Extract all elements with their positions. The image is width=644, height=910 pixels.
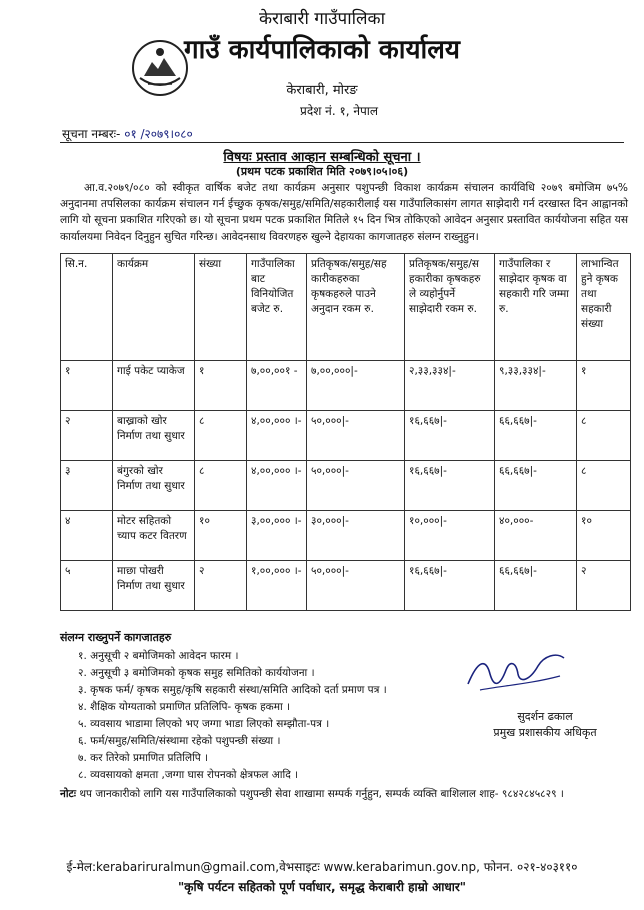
table-row <box>61 361 631 411</box>
list-item: ६. फर्म/समुह/समिति/संस्थामा रहेको पशुपन्छी संख्या । <box>78 735 281 747</box>
table-row <box>61 561 631 611</box>
cell-serial: ३ <box>61 461 113 511</box>
cell-count: १० <box>195 511 247 561</box>
cell-share: १०,०००|- <box>405 511 495 561</box>
list-item: ४. शैक्षिक योग्यताको प्रमाणित प्रतिलिपि- कृषक हकमा । <box>78 701 291 713</box>
cell-total: ६६,६६७|- <box>495 461 577 511</box>
cell-serial: १ <box>61 361 113 411</box>
cell-total: ६६,६६७|- <box>495 411 577 461</box>
office-name: गाउँ कार्यपालिकाको कार्यालय <box>184 35 460 65</box>
reference-line <box>62 125 193 142</box>
signatory-block <box>480 709 610 741</box>
cell-beneficiaries: ८ <box>577 461 631 511</box>
province-line: प्रदेश नं. १, नेपाल <box>300 104 379 118</box>
list-item: ३. कृषक फर्म/ कृषक समुह/कृषि सहकारी संस्था/समिति आदिको दर्ता प्रमाण पत्र । <box>78 684 387 696</box>
signatory-title: प्रमुख प्रशासकीय अधिकृत <box>493 726 597 739</box>
cell-program: गाई पकेट प्याकेज <box>113 361 195 411</box>
cell-program: बंगुरको खोर निर्माण तथा सुधार <box>113 461 195 511</box>
cell-grant: ५०,०००|- <box>307 411 405 461</box>
cell-budget: १,००,००० ।- <box>247 561 307 611</box>
cell-program: बाख्राको खोर निर्माण तथा सुधार <box>113 411 195 461</box>
cell-beneficiaries: १० <box>577 511 631 561</box>
header-program: कार्यक्रम <box>113 254 195 361</box>
cell-serial: ५ <box>61 561 113 611</box>
table-row <box>61 461 631 511</box>
cell-budget: ७,००,००१ - <box>247 361 307 411</box>
table-row <box>61 511 631 561</box>
subject-text: विषयः प्रस्ताव आव्हान सम्बन्धिको सूचना । <box>223 150 421 165</box>
cell-budget: ४,००,००० ।- <box>247 411 307 461</box>
cell-grant: ३०,०००|- <box>307 511 405 561</box>
list-item: ५. व्यवसाय भाडामा लिएको भए जग्गा भाडा लिएको सम्झौता-पत्र । <box>78 718 330 730</box>
cell-count: ८ <box>195 461 247 511</box>
signatory-name: सुदर्शन ढकाल <box>517 710 573 723</box>
cell-share: १६,६६७|- <box>405 461 495 511</box>
cell-total: ४०,०००- <box>495 511 577 561</box>
office-address: केराबारी, मोरङ <box>286 83 358 98</box>
notice-body <box>60 180 628 245</box>
reference-number: ०१ /२०७९।०८० <box>124 127 193 141</box>
list-item: ७. कर तिरेको प्रमाणित प्रतिलिपि । <box>78 752 209 764</box>
cell-serial: ४ <box>61 511 113 561</box>
list-item: २. अनुसूची ३ बमोजिमको कृषक समुह समितिको कार्ययोजना । <box>78 667 315 679</box>
cell-grant: ५०,०००|- <box>307 561 405 611</box>
cell-budget: ४,००,००० ।- <box>247 461 307 511</box>
cell-grant: ५०,०००|- <box>307 461 405 511</box>
note-label: नोटः <box>60 788 76 800</box>
footer-slogan: "कृषि पर्यटन सहितको पूर्ण पर्वाधार, समृद्ध केराबारी हाम्रो आधार" <box>178 880 466 894</box>
cell-total: ९,३३,३३४|- <box>495 361 577 411</box>
header-count: संख्या <box>195 254 247 361</box>
header-share: प्रतिकृषक/समुह/स हकारीका कृषकहरु ले व्यहोर्नुपर्ने साझेदारी रकम रु. <box>405 254 495 361</box>
cell-count: ८ <box>195 411 247 461</box>
cell-beneficiaries: ८ <box>577 411 631 461</box>
cell-budget: ३,००,००० ।- <box>247 511 307 561</box>
cell-serial: २ <box>61 411 113 461</box>
cell-count: १ <box>195 361 247 411</box>
attachments-title: संलग्न राख्नुपर्ने कागजातहरु <box>60 631 172 644</box>
cell-grant: ७,००,०००|- <box>307 361 405 411</box>
reference-label: सूचना नम्बरः- <box>62 127 121 141</box>
cell-share: १६,६६७|- <box>405 561 495 611</box>
cell-share: २,३३,३३४|- <box>405 361 495 411</box>
attachments-list <box>78 648 387 784</box>
cell-share: १६,६६७|- <box>405 411 495 461</box>
table-row <box>61 411 631 461</box>
notice-subject <box>0 147 644 165</box>
note-text: थप जानकारीको लागि यस गाउँपालिकाको पशुपन्छी सेवा शाखामा सम्पर्क गर्नुहुन, सम्पर्क व्यक्ति बाशिलाल शाह- ९८४२८४५८२९ । <box>79 788 564 800</box>
cell-beneficiaries: १ <box>577 361 631 411</box>
table-header-row <box>61 254 631 361</box>
header-serial: सि.न. <box>61 254 113 361</box>
header-budget: गाउँपालिका बाट विनियोजित बजेट रु. <box>247 254 307 361</box>
publication-date: (प्रथम पटक प्रकाशित मिति २०७९।०५।०६) <box>235 165 409 178</box>
municipality-name: केराबारी गाउँपालिका <box>258 9 386 29</box>
signature-icon <box>460 640 570 700</box>
cell-program: माछा पोखरी निर्माण तथा सुधार <box>113 561 195 611</box>
program-table <box>60 253 631 611</box>
cell-beneficiaries: २ <box>577 561 631 611</box>
header-grant: प्रतिकृषक/समुह/सह कारीकहरुका कृषकहरुले पाउने अनुदान रकम रु. <box>307 254 405 361</box>
header-beneficiaries: लाभान्वित हुने कृषक तथा सहकारी संख्या <box>577 254 631 361</box>
notice-body-text: आ.व.२०७९/०८० को स्वीकृत वार्षिक बजेट तथा कार्यक्रम अनुसार पशुपन्छी विकाश कार्यक्रम संचालन कार्यविधि २०७९ बमोजिम ७५% अनुदानमा तपसिलका कार्यक्रम संचालन गर्न ईच्छुक कृषक/समुह/समिति/सहकारीलाई यस गाउँपालिकासंग लागत साझेदारी गर्न दरखास्त दिन आह्वानको लागि यो सूचना प्रकाशित गरिएको छ। यो सूचना प्रथम पटक प्रकाशित मितिले १५ दिन भित्र तोकिएको आवेदन अनुसार प्रस्तावित कार्ययोजना सहित यस कार्यालयमा निवेदन दिनुहुन सुचित गरिन्छ। आवेदनसाथ विवरणहरु खुल्ने देहायका कागजातहरु संलग्न राख्नुहुन। <box>60 182 628 243</box>
header-total: गाउँपालिका र साझेदार कृषक वा सहकारी गरि जम्मा रु. <box>495 254 577 361</box>
cell-total: ६६,६६७|- <box>495 561 577 611</box>
cell-program: मोटर सहितको च्याप कटर वितरण <box>113 511 195 561</box>
list-item: ८. व्यवसायको क्षमता ,जग्गा घास रोपनको क्षेत्रफल आदि । <box>78 769 299 781</box>
list-item: १. अनुसूची २ बमोजिमको आवेदन फारम । <box>78 650 239 662</box>
header-divider <box>60 142 624 143</box>
footer-contact: ई-मेल:kerabariruralmun@gmail.com,वेभसाइटः www.kerabarimun.gov.np, फोनन. ०२१-४०३११० <box>66 860 578 874</box>
cell-count: २ <box>195 561 247 611</box>
contact-note <box>60 786 630 802</box>
